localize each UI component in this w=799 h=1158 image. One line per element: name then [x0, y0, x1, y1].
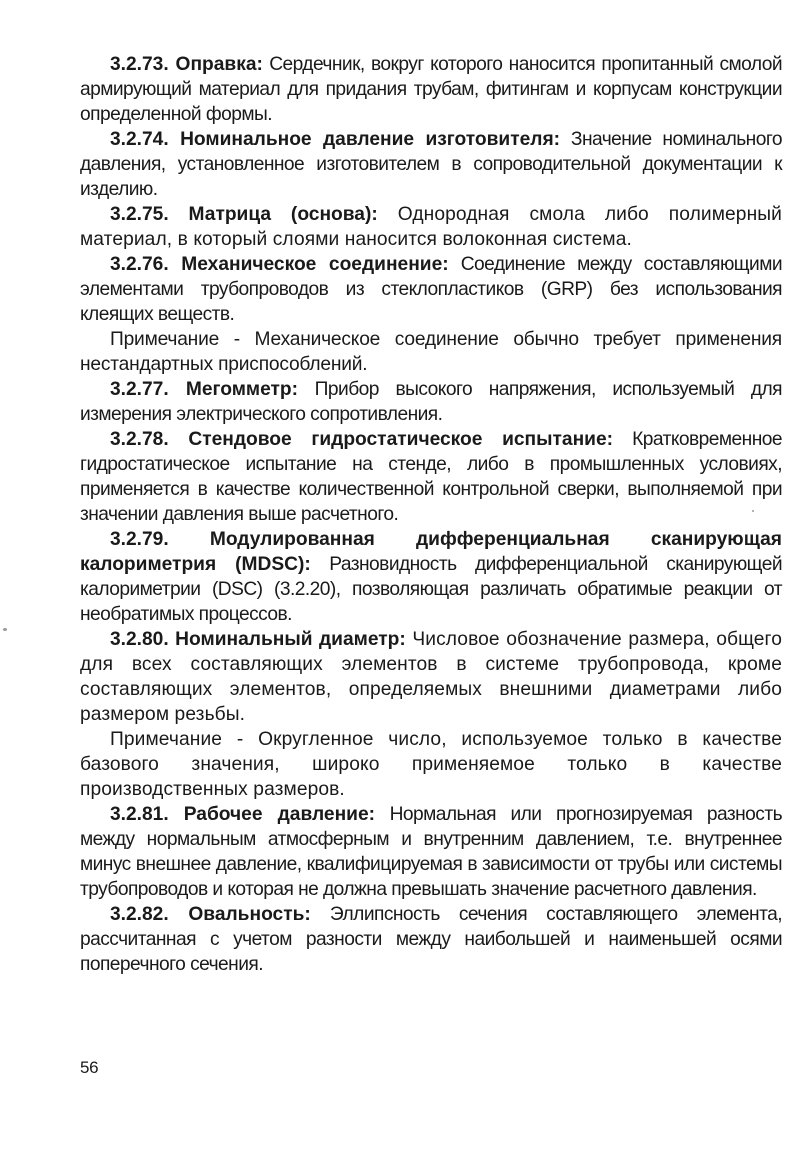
note-mechanical-joint: [80, 327, 782, 377]
scan-speck: [752, 510, 754, 512]
definition-3-2-75: [80, 202, 782, 252]
definition-3-2-81: [80, 802, 782, 902]
note-text: Примечание - Округленное число, используемое только в качестве базового значения, широко применяемое только в качестве производственных размеров.: [80, 729, 782, 800]
definition-3-2-80: [80, 627, 782, 727]
definition-term: 3.2.82. Овальность:: [110, 904, 311, 925]
definition-term: 3.2.77. Мегомметр:: [110, 379, 299, 400]
definition-3-2-77: [80, 377, 782, 427]
definition-3-2-82: [80, 902, 782, 977]
definition-text: Эллипсность сечения составляющего элемента, рассчитанная с учетом разности между наибольшей и наименьшей осями поперечного сечения.: [80, 904, 782, 975]
definition-text: Соединение между составляющими элементами трубопроводов из стеклопластиков (GRP) без использования клеящих веществ.: [80, 254, 783, 325]
definition-term: 3.2.74. Номинальное давление изготовителя:: [110, 129, 561, 150]
definition-3-2-73: [80, 52, 782, 127]
definition-term: 3.2.76. Механическое соединение:: [110, 254, 449, 275]
definition-text: Разновидность дифференциальной сканирующей калориметрии (DSC) (3.2.20), позволяющая различать обратимые реакции от необратимых процессов.: [80, 554, 782, 625]
definition-text: Нормальная или прогнозируемая разность между нормальным атмосферным и внутренним давлением, т.е. внутреннее минус внешнее давление, квалифицируемая в зависимости от трубы или системы трубопроводов и которая не должна превышать значение расчетного давления.: [80, 804, 783, 900]
definition-3-2-78: [80, 427, 782, 527]
definition-term: 3.2.80. Номинальный диаметр:: [110, 629, 406, 650]
definition-text: Сердечник, вокруг которого наносится пропитанный смолой армирующий материал для придания трубам, фитингам и корпусам конструкции определенной формы.: [80, 54, 782, 125]
definition-text: Числовое обозначение размера, общего для всех составляющих элементов в системе трубопровода, кроме составляющих элементов, определяемых внешними диаметрами либо размером резьбы.: [80, 629, 783, 725]
document-body: [80, 52, 782, 977]
definition-text: Значение номинального давления, установленное изготовителем в сопроводительной документации к изделию.: [80, 129, 782, 200]
definition-3-2-76: [80, 252, 782, 327]
definition-term: 3.2.79. Модулированная дифференциальная сканирующая калориметрия (MDSC):: [80, 529, 782, 575]
scan-speck: [3, 628, 7, 631]
definition-3-2-79: [80, 527, 782, 627]
note-text: Примечание - Механическое соединение обычно требует применения нестандартных приспособлений.: [80, 329, 782, 375]
definition-text: Кратковременное гидростатическое испытание на стенде, либо в промышленных условиях, применяется в качестве количественной контрольной сверки, выполняемой при значении давления выше расчетного.: [80, 429, 783, 525]
definition-term: 3.2.78. Стендовое гидростатическое испытание:: [110, 429, 614, 450]
definition-term: 3.2.73. Оправка:: [110, 54, 263, 75]
definition-term: 3.2.75. Матрица (основа):: [110, 204, 378, 225]
definition-text: Прибор высокого напряжения, используемый для измерения электрического сопротивления.: [80, 379, 783, 425]
definition-term: 3.2.81. Рабочее давление:: [110, 804, 376, 825]
note-nominal-diameter: [80, 727, 782, 802]
definition-text: Однородная смола либо полимерный материал, в который слоями наносится волоконная система.: [80, 204, 782, 250]
page-number: 56: [80, 1058, 99, 1077]
definition-3-2-74: [80, 127, 782, 202]
